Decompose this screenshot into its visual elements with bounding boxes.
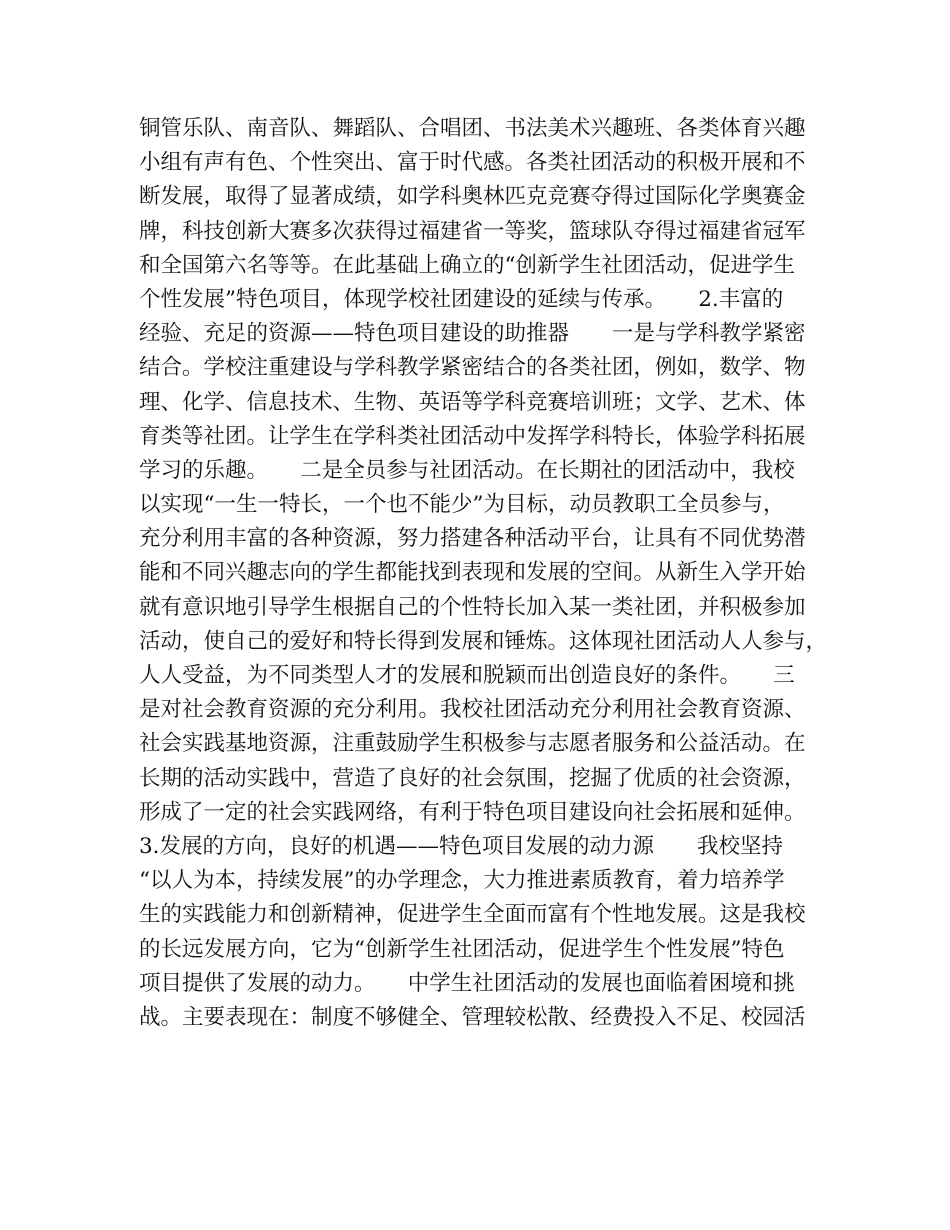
text-line: 小组有声有色、个性突出、富于时代感。各类社团活动的积极开展和不 bbox=[139, 150, 806, 176]
text-line: 生的实践能力和创新精神，促进学生全面而富有个性地发展。这是我校 bbox=[139, 902, 806, 928]
text-line: 形成了一定的社会实践网络，有利于特色项目建设向社会拓展和延伸。 bbox=[139, 799, 806, 825]
text-line: 能和不同兴趣志向的学生都能找到表现和发展的空间。从新生入学开始 bbox=[139, 560, 806, 586]
text-line: 铜管乐队、南音队、舞蹈队、合唱团、书法美术兴趣班、各类体育兴趣 bbox=[139, 116, 806, 141]
text-line: 理、化学、信息技术、生物、英语等学科竞赛培训班；文学、艺术、体 bbox=[139, 389, 806, 415]
text-line: 是对社会教育资源的充分利用。我校社团活动充分利用社会教育资源、 bbox=[139, 697, 806, 723]
text-line: 以实现“一生一特长，一个也不能少”为目标，动员教职工全员参与， bbox=[139, 492, 785, 518]
text-line: 育类等社团。让学生在学科类社团活动中发挥学科特长，体验学科拓展 bbox=[139, 423, 806, 449]
text-line: 断发展，取得了显著成绩，如学科奥林匹克竞赛夺得过国际化学奥赛金 bbox=[139, 184, 806, 210]
text-line: 充分利用丰富的各种资源，努力搭建各种活动平台，让具有不同优势潜 bbox=[139, 526, 806, 552]
text-line: 牌，科技创新大赛多次获得过福建省一等奖，篮球队夺得过福建省冠军 bbox=[139, 218, 806, 244]
text-line: 就有意识地引导学生根据自己的个性特长加入某一类社团，并积极参加 bbox=[139, 594, 806, 620]
text-line: 经验、充足的资源——特色项目建设的助推器 一是与学科教学紧密 bbox=[139, 321, 806, 347]
text-line: 人人受益，为不同类型人才的发展和脱颖而出创造良好的条件。 三 bbox=[139, 663, 795, 688]
text-line: 战。主要表现在：制度不够健全、管理较松散、经费投入不足、校园活 bbox=[139, 1004, 806, 1030]
text-line: 长期的活动实践中，营造了良好的社会氛围，挖掘了优质的社会资源， bbox=[139, 765, 806, 791]
text-line: 结合。学校注重建设与学科教学紧密结合的各类社团，例如，数学、物 bbox=[139, 355, 806, 381]
body-text bbox=[139, 112, 839, 1035]
text-line: 的长远发展方向，它为“创新学生社团活动，促进学生个性发展”特色 bbox=[139, 936, 785, 962]
text-line: 3.发展的方向，良好的机遇——特色项目发展的动力源 我校坚持 bbox=[139, 833, 784, 859]
text-line: 项目提供了发展的动力。 中学生社团活动的发展也面临着困境和挑 bbox=[139, 970, 795, 996]
text-line: 学习的乐趣。 二是全员参与社团活动。在长期社的团活动中，我校 bbox=[139, 457, 795, 483]
text-line: 社会实践基地资源，注重鼓励学生积极参与志愿者服务和公益活动。在 bbox=[139, 731, 806, 757]
text-line: 和全国第六名等等。在此基础上确立的“创新学生社团活动，促进学生 bbox=[139, 252, 795, 278]
text-line: “以人为本，持续发展”的办学理念，大力推进素质教育，着力培养学 bbox=[139, 868, 785, 894]
text-line: 个性发展”特色项目，体现学校社团建设的延续与传承。 2.丰富的 bbox=[139, 286, 784, 312]
text-line: 活动，使自己的爱好和特长得到发展和锤炼。这体现社团活动人人参与， bbox=[139, 628, 828, 654]
